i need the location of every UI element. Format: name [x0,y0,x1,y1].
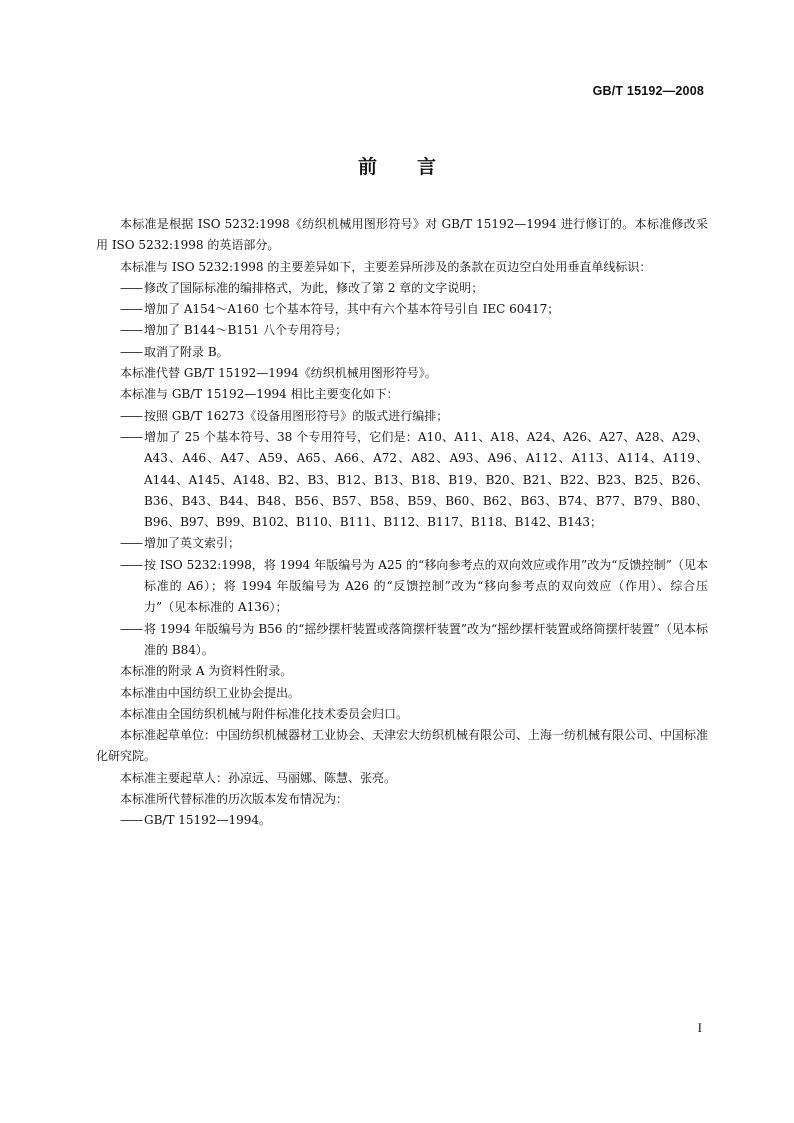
dash-marker: —— [120,557,142,572]
dash-marker: —— [120,344,142,359]
list-item-difference-special-symbols: —— 增加了 B144～B151 八个专用符号； [96,320,708,341]
page-title [0,152,794,179]
list-item-difference-basic-symbols: —— 增加了 A154～A160 七个基本符号，其中有六个基本符号引自 IEC 60417； [96,299,708,320]
dash-marker: —— [120,429,142,444]
dash-marker: —— [120,323,142,338]
paragraph-adoption: 本标准是根据 ISO 5232:1998《纺织机械用图形符号》对 GB/T 15192—1994 进行修订的。本标准修改采用 ISO 5232:1998 的英语部分。 [96,217,708,253]
paragraph-changes-intro: 本标准与 GB/T 15192—1994 相比主要变化如下： [120,387,399,402]
paragraph-drafters: 本标准主要起草人：孙凉远、马丽娜、陈慧、张亮。 [120,770,397,785]
dash-marker: —— [120,280,142,295]
foreword-body [96,214,708,832]
page-title-char-1: 前 [357,156,377,178]
paragraph-annex-a: 本标准的附录 A 为资料性附录。 [120,664,293,679]
paragraph-technical-committee: 本标准由全国纺织机械与附件标准化技术委员会归口。 [120,706,409,721]
list-item-change-english-index: —— 增加了英文索引； [96,533,708,554]
list-item-difference-annex: —— 取消了附录 B。 [96,342,708,363]
dash-marker: —— [120,536,142,551]
paragraph-proposed-by: 本标准由中国纺织工业协会提出。 [120,685,301,700]
list-item-change-added-symbols: —— 增加了 25 个基本符号、38 个专用符号，它们是：A10、A11、A18、A24、A26、A27、A28、A29、A43、A46、A47、A59、A65、A66、A72、A82、A93、A96、A112、A113、A114、A119、A144、A145、A148、B2、B3、B12、B13、B18、B19、B20、B21、B22、B23、B25、B26、B36、B43、B44、B48、B56、B57、B58、B59、B60、B62、B63、B74、B77、B79、B80、B96、B97、B99、B102、B110、B111、B112、B117、B118、B142、B143； [96,427,708,533]
dash-marker: —— [120,813,142,828]
standard-code-header: GB/T 15192—2008 [592,84,704,98]
dash-marker: —— [120,408,142,423]
page-number: I [697,1020,702,1035]
list-item-change-renumbering: —— 按 ISO 5232:1998，将 1994 年版编号为 A25 的“移向参考点的双向效应或作用”改为“反馈控制”（见本标准的 A6）；将 1994 年版编号为 A26 的“反馈控制”改为“移向参考点的双向效应（作用）、综合压力”（见本标准的 A136）； [96,555,708,619]
list-item-history-version: —— GB/T 15192—1994。 [96,810,708,831]
list-item-change-layout: —— 按照 GB/T 16273《设备用图形符号》的版式进行编排； [96,406,708,427]
paragraph-differences-intro: 本标准与 ISO 5232:1998 的主要差异如下，主要差异所涉及的条款在页边空白处用垂直单线标识： [120,259,652,274]
list-item-change-b56: —— 将 1994 年版编号为 B56 的“摇纱摆杆装置或落筒摆杆装置”改为“摇纱摆杆装置或络筒摆杆装置”（见本标准的 B84）。 [96,619,708,662]
paragraph-history-intro: 本标准所代替标准的历次版本发布情况为： [120,792,349,807]
paragraph-drafting-units: 本标准起草单位：中国纺织机械器材工业协会、天津宏大纺织机械有限公司、上海一纺机械有限公司、中国标准化研究院。 [96,728,709,764]
dash-marker: —— [120,302,142,317]
page-title-char-2: 言 [417,156,437,178]
dash-marker: —— [120,621,142,636]
list-item-difference-format: —— 修改了国际标准的编排格式，为此，修改了第 2 章的文字说明； [96,278,708,299]
paragraph-replaces: 本标准代替 GB/T 15192—1994《纺织机械用图形符号》。 [120,366,437,381]
